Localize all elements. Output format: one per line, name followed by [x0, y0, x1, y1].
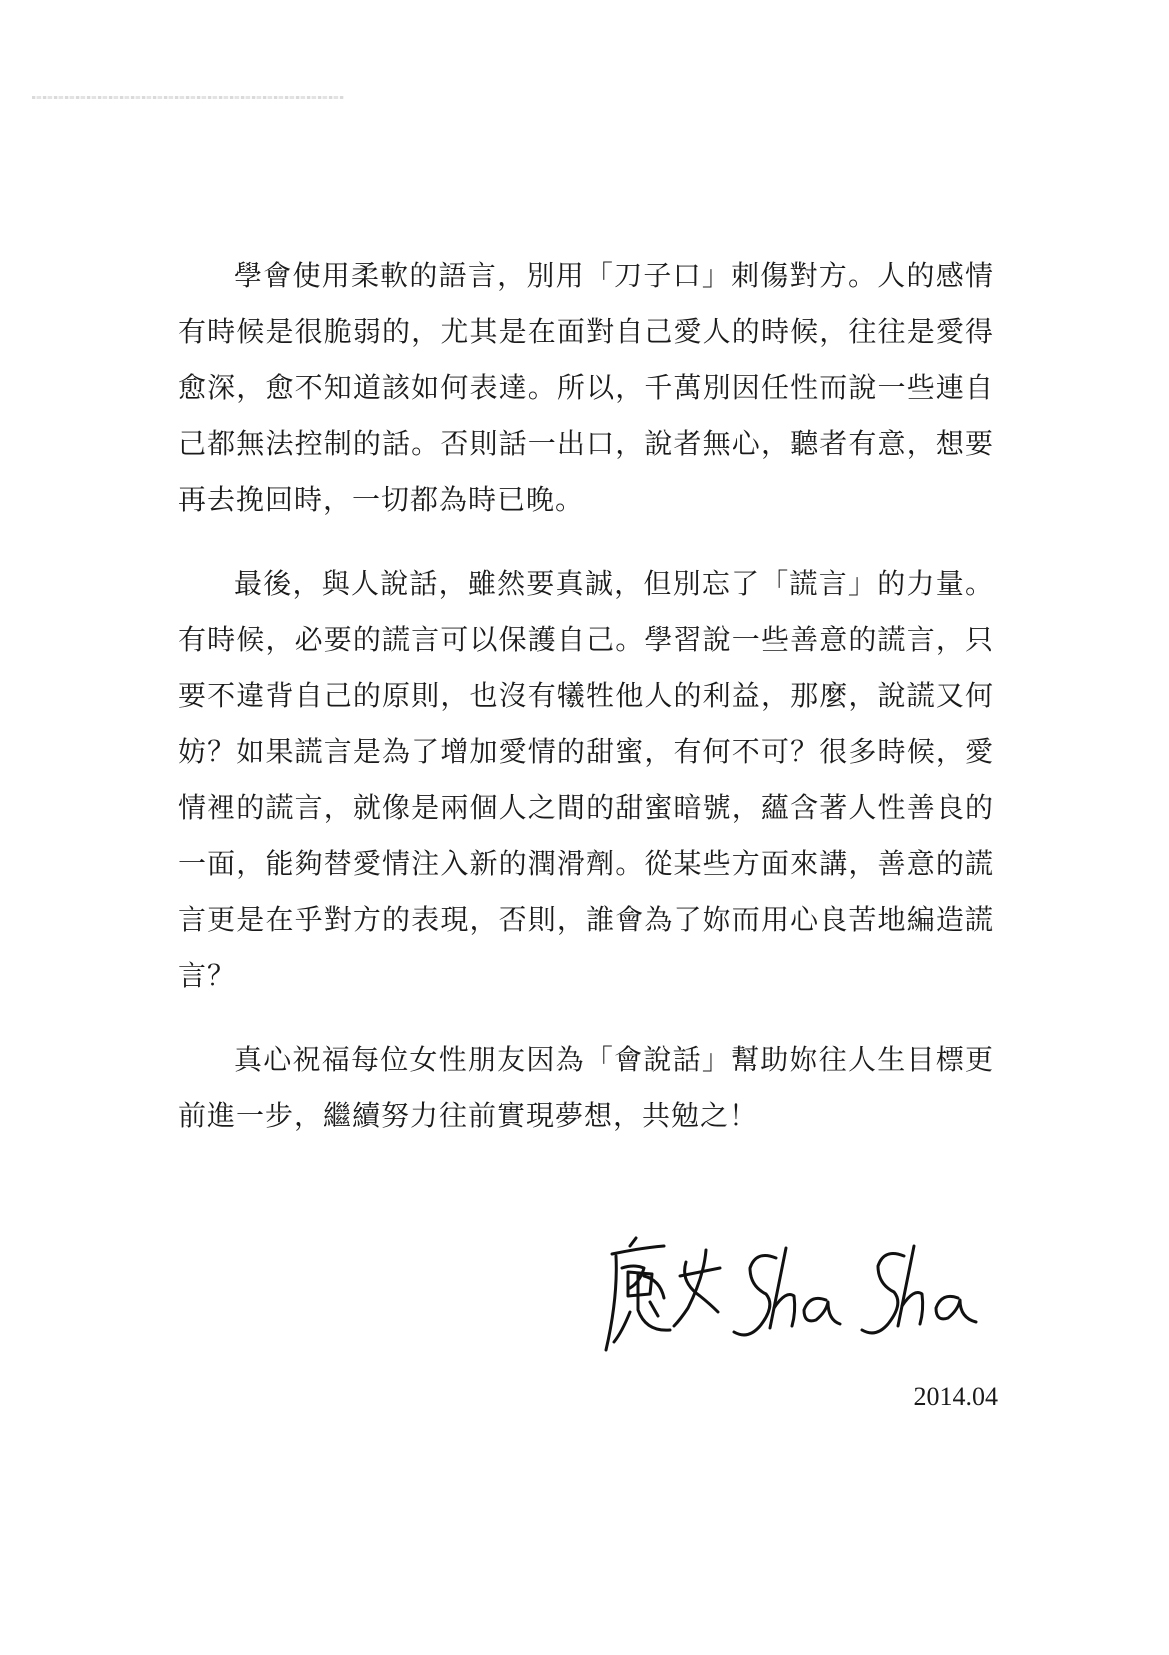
body-text [178, 248, 994, 1172]
paragraph-3: 真心祝福每位女性朋友因為「會說話」幫助妳往人生目標更前進一步，繼續努力往前實現夢想，共勉之！ [178, 1043, 994, 1132]
scan-artifact-line [32, 96, 344, 99]
signature-date: 2014.04 [913, 1382, 998, 1411]
paragraph-2: 最後，與人說話，雖然要真誠，但別忘了「謊言」的力量。有時候，必要的謊言可以保護自己。學習說一些善意的謊言，只要不違背自己的原則，也沒有犧牲他人的利益，那麼，說謊又何妨？如果謊言是為了增加愛情的甜蜜，有何不可？很多時候，愛情裡的謊言，就像是兩個人之間的甜蜜暗號，蘊含著人性善良的一面，能夠替愛情注入新的潤滑劑。從某些方面來講，善意的謊言更是在乎對方的表現，否則，誰會為了妳而用心良苦地編造謊言？ [178, 567, 994, 992]
signature-image [600, 1228, 1010, 1368]
handwritten-signature [600, 1228, 1010, 1368]
paragraph-1: 學會使用柔軟的語言，別用「刀子口」刺傷對方。人的感情有時候是很脆弱的，尤其是在面對自己愛人的時候，往往是愛得愈深，愈不知道該如何表達。所以，千萬別因任性而說一些連自己都無法控制的話。否則話一出口，說者無心，聽者有意，想要再去挽回時，一切都為時已晚。 [178, 259, 994, 516]
